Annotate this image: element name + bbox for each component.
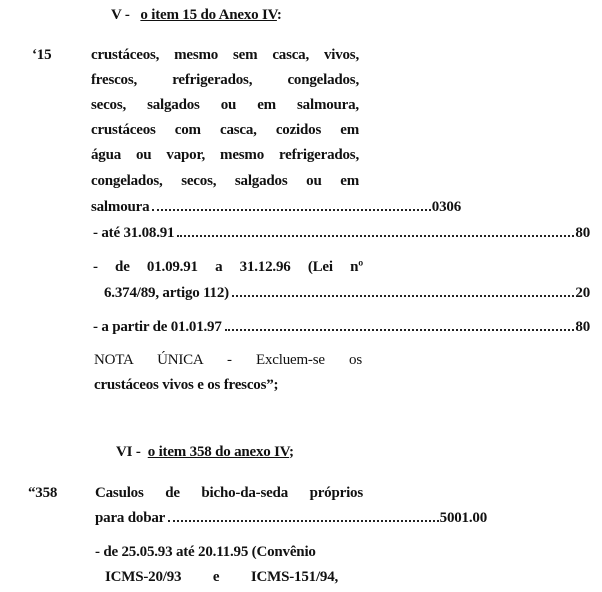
- section-heading: o item 358 do anexo IV: [147, 444, 290, 460]
- entry-label-line: ICMS-20/93 e ICMS-151/94,: [105, 569, 339, 585]
- section-vi-heading: [116, 443, 294, 461]
- dot-leader: [168, 520, 439, 522]
- rate-entry: [93, 318, 590, 336]
- description-last-line: para dobar: [95, 510, 166, 526]
- section-heading: o item 15 do Anexo IV: [140, 7, 277, 23]
- note-line: crustáceos vivos e os frescos”;: [94, 377, 279, 393]
- section-numeral: VI -: [116, 444, 141, 460]
- description-line: Casulos de bicho-da-seda próprios: [95, 485, 363, 501]
- ncm-code: 5001.00: [439, 510, 487, 526]
- dot-leader: [225, 329, 575, 331]
- note-line: NOTA ÚNICA - Excluem-se os: [94, 352, 362, 368]
- description-last-line: salmoura: [91, 199, 150, 215]
- description-line: congelados, secos, salgados ou em: [91, 173, 359, 189]
- entry-value: 20: [575, 285, 590, 301]
- item-number: ‘15: [32, 47, 52, 63]
- rate-entry: [104, 284, 590, 302]
- description-line: crustáceos, mesmo sem casca, vivos,: [91, 47, 359, 63]
- dot-leader: [177, 235, 574, 237]
- entry-value: 80: [575, 319, 590, 335]
- item-number: “358: [28, 485, 58, 501]
- code-line: [95, 509, 487, 527]
- entry-value: 80: [575, 225, 590, 241]
- entry-label: - a partir de 01.01.97: [93, 319, 222, 335]
- description-line: água ou vapor, mesmo refrigerados,: [91, 147, 359, 163]
- section-v-heading: [111, 6, 282, 24]
- entry-label-line: - de 01.09.91 a 31.12.96 (Lei nº: [93, 259, 363, 275]
- description-line: crustáceos com casca, cozidos em: [91, 122, 359, 138]
- entry-label-line: - de 25.05.93 até 20.11.95 (Convênio: [95, 544, 316, 560]
- description-line: frescos, refrigerados, congelados,: [91, 72, 359, 88]
- entry-label: - até 31.08.91: [93, 225, 175, 241]
- heading-suffix: :: [276, 7, 282, 23]
- section-numeral: V -: [111, 7, 130, 23]
- dot-leader: [152, 209, 430, 211]
- rate-entry: [93, 224, 590, 242]
- dot-leader: [232, 295, 574, 297]
- code-line: [91, 198, 461, 216]
- entry-label: 6.374/89, artigo 112): [104, 285, 229, 301]
- ncm-code: 0306: [431, 199, 461, 215]
- heading-suffix: ;: [289, 444, 294, 460]
- description-line: secos, salgados ou em salmoura,: [91, 97, 359, 113]
